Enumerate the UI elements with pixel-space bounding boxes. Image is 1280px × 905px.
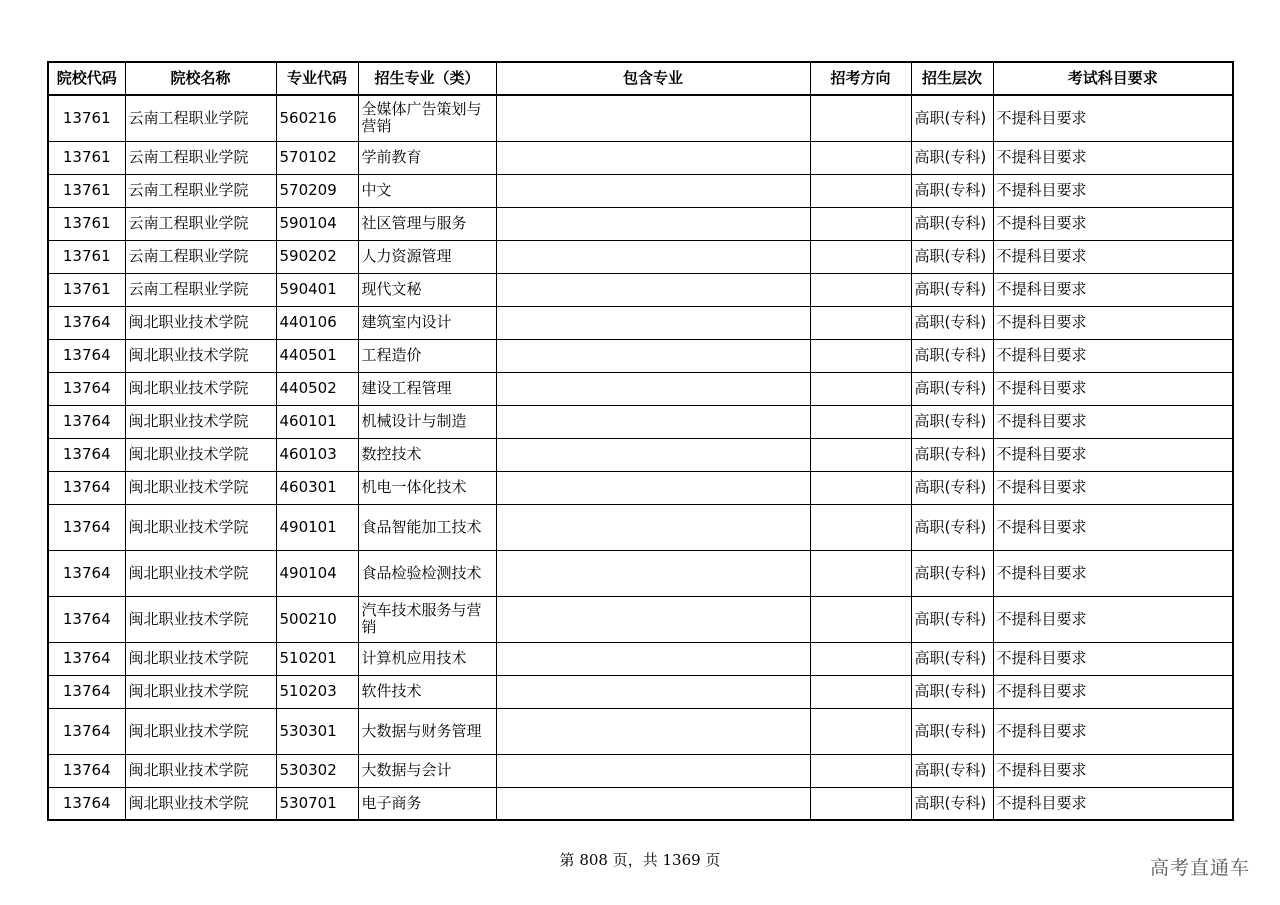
subject-requirement-cell: 不提科目要求 bbox=[993, 708, 1233, 754]
major-code-cell: 570102 bbox=[276, 141, 358, 174]
direction-cell bbox=[810, 642, 911, 675]
included-majors-cell bbox=[496, 642, 810, 675]
table-row bbox=[48, 141, 1233, 174]
school-code-cell: 13764 bbox=[48, 642, 125, 675]
direction-cell bbox=[810, 438, 911, 471]
major-cell: 工程造价 bbox=[358, 339, 496, 372]
direction-cell bbox=[810, 504, 911, 550]
level-cell: 高职(专科) bbox=[911, 708, 993, 754]
level-cell: 高职(专科) bbox=[911, 642, 993, 675]
school-code-cell: 13764 bbox=[48, 372, 125, 405]
major-code-cell: 460103 bbox=[276, 438, 358, 471]
included-majors-cell bbox=[496, 273, 810, 306]
subject-requirement-cell: 不提科目要求 bbox=[993, 174, 1233, 207]
direction-cell bbox=[810, 273, 911, 306]
level-cell: 高职(专科) bbox=[911, 95, 993, 141]
major-code-cell: 590202 bbox=[276, 240, 358, 273]
header-included-majors: 包含专业 bbox=[496, 62, 810, 95]
school-name-cell: 闽北职业技术学院 bbox=[125, 787, 276, 820]
subject-requirement-cell: 不提科目要求 bbox=[993, 95, 1233, 141]
table-row bbox=[48, 95, 1233, 141]
direction-cell bbox=[810, 471, 911, 504]
level-cell: 高职(专科) bbox=[911, 306, 993, 339]
major-cell: 建筑室内设计 bbox=[358, 306, 496, 339]
direction-cell bbox=[810, 306, 911, 339]
subject-requirement-cell: 不提科目要求 bbox=[993, 754, 1233, 787]
included-majors-cell bbox=[496, 207, 810, 240]
page-footer: 第 808 页，共 1369 页 bbox=[559, 851, 721, 869]
level-cell: 高职(专科) bbox=[911, 141, 993, 174]
level-cell: 高职(专科) bbox=[911, 550, 993, 596]
direction-cell bbox=[810, 787, 911, 820]
level-cell: 高职(专科) bbox=[911, 504, 993, 550]
major-code-cell: 440106 bbox=[276, 306, 358, 339]
major-cell: 食品智能加工技术 bbox=[358, 504, 496, 550]
school-name-cell: 闽北职业技术学院 bbox=[125, 339, 276, 372]
subject-requirement-cell: 不提科目要求 bbox=[993, 306, 1233, 339]
major-code-cell: 590104 bbox=[276, 207, 358, 240]
school-name-cell: 闽北职业技术学院 bbox=[125, 550, 276, 596]
subject-requirement-cell: 不提科目要求 bbox=[993, 339, 1233, 372]
major-code-cell: 500210 bbox=[276, 596, 358, 642]
school-name-cell: 闽北职业技术学院 bbox=[125, 372, 276, 405]
table-row bbox=[48, 273, 1233, 306]
included-majors-cell bbox=[496, 675, 810, 708]
table-row bbox=[48, 504, 1233, 550]
table-body bbox=[48, 95, 1233, 820]
included-majors-cell bbox=[496, 596, 810, 642]
level-cell: 高职(专科) bbox=[911, 339, 993, 372]
major-code-cell: 530302 bbox=[276, 754, 358, 787]
major-code-cell: 510201 bbox=[276, 642, 358, 675]
major-cell: 大数据与会计 bbox=[358, 754, 496, 787]
school-name-cell: 云南工程职业学院 bbox=[125, 141, 276, 174]
level-cell: 高职(专科) bbox=[911, 405, 993, 438]
included-majors-cell bbox=[496, 174, 810, 207]
table-row bbox=[48, 207, 1233, 240]
major-cell: 机电一体化技术 bbox=[358, 471, 496, 504]
direction-cell bbox=[810, 240, 911, 273]
school-code-cell: 13764 bbox=[48, 596, 125, 642]
table-row bbox=[48, 708, 1233, 754]
major-code-cell: 510203 bbox=[276, 675, 358, 708]
school-name-cell: 闽北职业技术学院 bbox=[125, 642, 276, 675]
school-code-cell: 13761 bbox=[48, 240, 125, 273]
school-code-cell: 13764 bbox=[48, 405, 125, 438]
included-majors-cell bbox=[496, 339, 810, 372]
subject-requirement-cell: 不提科目要求 bbox=[993, 642, 1233, 675]
level-cell: 高职(专科) bbox=[911, 174, 993, 207]
major-code-cell: 530701 bbox=[276, 787, 358, 820]
header-school-code: 院校代码 bbox=[48, 62, 125, 95]
subject-requirement-cell: 不提科目要求 bbox=[993, 471, 1233, 504]
major-code-cell: 560216 bbox=[276, 95, 358, 141]
subject-requirement-cell: 不提科目要求 bbox=[993, 405, 1233, 438]
school-code-cell: 13764 bbox=[48, 339, 125, 372]
major-code-cell: 530301 bbox=[276, 708, 358, 754]
included-majors-cell bbox=[496, 504, 810, 550]
header-row bbox=[48, 62, 1233, 95]
direction-cell bbox=[810, 372, 911, 405]
table-row bbox=[48, 754, 1233, 787]
school-code-cell: 13764 bbox=[48, 754, 125, 787]
direction-cell bbox=[810, 207, 911, 240]
major-cell: 全媒体广告策划与营销 bbox=[358, 95, 496, 141]
table-row bbox=[48, 174, 1233, 207]
table-row bbox=[48, 405, 1233, 438]
major-cell: 食品检验检测技术 bbox=[358, 550, 496, 596]
included-majors-cell bbox=[496, 787, 810, 820]
major-code-cell: 460301 bbox=[276, 471, 358, 504]
school-code-cell: 13764 bbox=[48, 504, 125, 550]
subject-requirement-cell: 不提科目要求 bbox=[993, 273, 1233, 306]
major-code-cell: 570209 bbox=[276, 174, 358, 207]
major-cell: 社区管理与服务 bbox=[358, 207, 496, 240]
school-code-cell: 13761 bbox=[48, 141, 125, 174]
major-code-cell: 460101 bbox=[276, 405, 358, 438]
school-code-cell: 13764 bbox=[48, 471, 125, 504]
major-cell: 现代文秘 bbox=[358, 273, 496, 306]
major-cell: 大数据与财务管理 bbox=[358, 708, 496, 754]
major-cell: 学前教育 bbox=[358, 141, 496, 174]
major-cell: 汽车技术服务与营销 bbox=[358, 596, 496, 642]
direction-cell bbox=[810, 141, 911, 174]
major-code-cell: 490101 bbox=[276, 504, 358, 550]
subject-requirement-cell: 不提科目要求 bbox=[993, 438, 1233, 471]
direction-cell bbox=[810, 550, 911, 596]
subject-requirement-cell: 不提科目要求 bbox=[993, 787, 1233, 820]
subject-requirement-cell: 不提科目要求 bbox=[993, 504, 1233, 550]
school-code-cell: 13764 bbox=[48, 708, 125, 754]
included-majors-cell bbox=[496, 438, 810, 471]
major-cell: 软件技术 bbox=[358, 675, 496, 708]
school-name-cell: 云南工程职业学院 bbox=[125, 240, 276, 273]
subject-requirement-cell: 不提科目要求 bbox=[993, 141, 1233, 174]
header-school-name: 院校名称 bbox=[125, 62, 276, 95]
included-majors-cell bbox=[496, 405, 810, 438]
school-name-cell: 闽北职业技术学院 bbox=[125, 708, 276, 754]
school-code-cell: 13761 bbox=[48, 95, 125, 141]
school-name-cell: 闽北职业技术学院 bbox=[125, 754, 276, 787]
school-name-cell: 云南工程职业学院 bbox=[125, 207, 276, 240]
subject-requirement-cell: 不提科目要求 bbox=[993, 372, 1233, 405]
direction-cell bbox=[810, 95, 911, 141]
level-cell: 高职(专科) bbox=[911, 273, 993, 306]
school-code-cell: 13761 bbox=[48, 207, 125, 240]
included-majors-cell bbox=[496, 306, 810, 339]
major-cell: 电子商务 bbox=[358, 787, 496, 820]
level-cell: 高职(专科) bbox=[911, 240, 993, 273]
subject-requirement-cell: 不提科目要求 bbox=[993, 596, 1233, 642]
table-row bbox=[48, 471, 1233, 504]
school-code-cell: 13761 bbox=[48, 273, 125, 306]
school-code-cell: 13764 bbox=[48, 675, 125, 708]
major-cell: 机械设计与制造 bbox=[358, 405, 496, 438]
school-name-cell: 云南工程职业学院 bbox=[125, 95, 276, 141]
major-cell: 数控技术 bbox=[358, 438, 496, 471]
school-name-cell: 闽北职业技术学院 bbox=[125, 504, 276, 550]
header-subject-requirement: 考试科目要求 bbox=[993, 62, 1233, 95]
level-cell: 高职(专科) bbox=[911, 787, 993, 820]
table-row bbox=[48, 306, 1233, 339]
header-major: 招生专业（类） bbox=[358, 62, 496, 95]
school-name-cell: 闽北职业技术学院 bbox=[125, 405, 276, 438]
school-code-cell: 13764 bbox=[48, 438, 125, 471]
header-major-code: 专业代码 bbox=[276, 62, 358, 95]
included-majors-cell bbox=[496, 708, 810, 754]
level-cell: 高职(专科) bbox=[911, 675, 993, 708]
level-cell: 高职(专科) bbox=[911, 754, 993, 787]
header-level: 招生层次 bbox=[911, 62, 993, 95]
direction-cell bbox=[810, 339, 911, 372]
level-cell: 高职(专科) bbox=[911, 471, 993, 504]
major-code-cell: 440501 bbox=[276, 339, 358, 372]
major-cell: 计算机应用技术 bbox=[358, 642, 496, 675]
major-cell: 中文 bbox=[358, 174, 496, 207]
watermark: 高考直通车 bbox=[1149, 857, 1250, 879]
table-row bbox=[48, 339, 1233, 372]
school-code-cell: 13761 bbox=[48, 174, 125, 207]
included-majors-cell bbox=[496, 240, 810, 273]
major-code-cell: 440502 bbox=[276, 372, 358, 405]
table-row bbox=[48, 642, 1233, 675]
table-row bbox=[48, 240, 1233, 273]
included-majors-cell bbox=[496, 471, 810, 504]
major-cell: 人力资源管理 bbox=[358, 240, 496, 273]
included-majors-cell bbox=[496, 95, 810, 141]
direction-cell bbox=[810, 174, 911, 207]
included-majors-cell bbox=[496, 550, 810, 596]
school-code-cell: 13764 bbox=[48, 787, 125, 820]
subject-requirement-cell: 不提科目要求 bbox=[993, 550, 1233, 596]
level-cell: 高职(专科) bbox=[911, 596, 993, 642]
major-code-cell: 490104 bbox=[276, 550, 358, 596]
table-row bbox=[48, 675, 1233, 708]
table-row bbox=[48, 787, 1233, 820]
level-cell: 高职(专科) bbox=[911, 372, 993, 405]
header-direction: 招考方向 bbox=[810, 62, 911, 95]
school-name-cell: 闽北职业技术学院 bbox=[125, 596, 276, 642]
school-name-cell: 云南工程职业学院 bbox=[125, 273, 276, 306]
included-majors-cell bbox=[496, 372, 810, 405]
subject-requirement-cell: 不提科目要求 bbox=[993, 207, 1233, 240]
major-code-cell: 590401 bbox=[276, 273, 358, 306]
direction-cell bbox=[810, 405, 911, 438]
major-cell: 建设工程管理 bbox=[358, 372, 496, 405]
level-cell: 高职(专科) bbox=[911, 438, 993, 471]
direction-cell bbox=[810, 675, 911, 708]
school-name-cell: 云南工程职业学院 bbox=[125, 174, 276, 207]
included-majors-cell bbox=[496, 141, 810, 174]
direction-cell bbox=[810, 754, 911, 787]
table-row bbox=[48, 596, 1233, 642]
subject-requirement-cell: 不提科目要求 bbox=[993, 240, 1233, 273]
school-name-cell: 闽北职业技术学院 bbox=[125, 438, 276, 471]
school-code-cell: 13764 bbox=[48, 306, 125, 339]
included-majors-cell bbox=[496, 754, 810, 787]
level-cell: 高职(专科) bbox=[911, 207, 993, 240]
admission-table bbox=[47, 61, 1234, 821]
direction-cell bbox=[810, 596, 911, 642]
table-row bbox=[48, 372, 1233, 405]
direction-cell bbox=[810, 708, 911, 754]
table-row bbox=[48, 550, 1233, 596]
subject-requirement-cell: 不提科目要求 bbox=[993, 675, 1233, 708]
table-row bbox=[48, 438, 1233, 471]
school-code-cell: 13764 bbox=[48, 550, 125, 596]
school-name-cell: 闽北职业技术学院 bbox=[125, 471, 276, 504]
school-name-cell: 闽北职业技术学院 bbox=[125, 306, 276, 339]
school-name-cell: 闽北职业技术学院 bbox=[125, 675, 276, 708]
